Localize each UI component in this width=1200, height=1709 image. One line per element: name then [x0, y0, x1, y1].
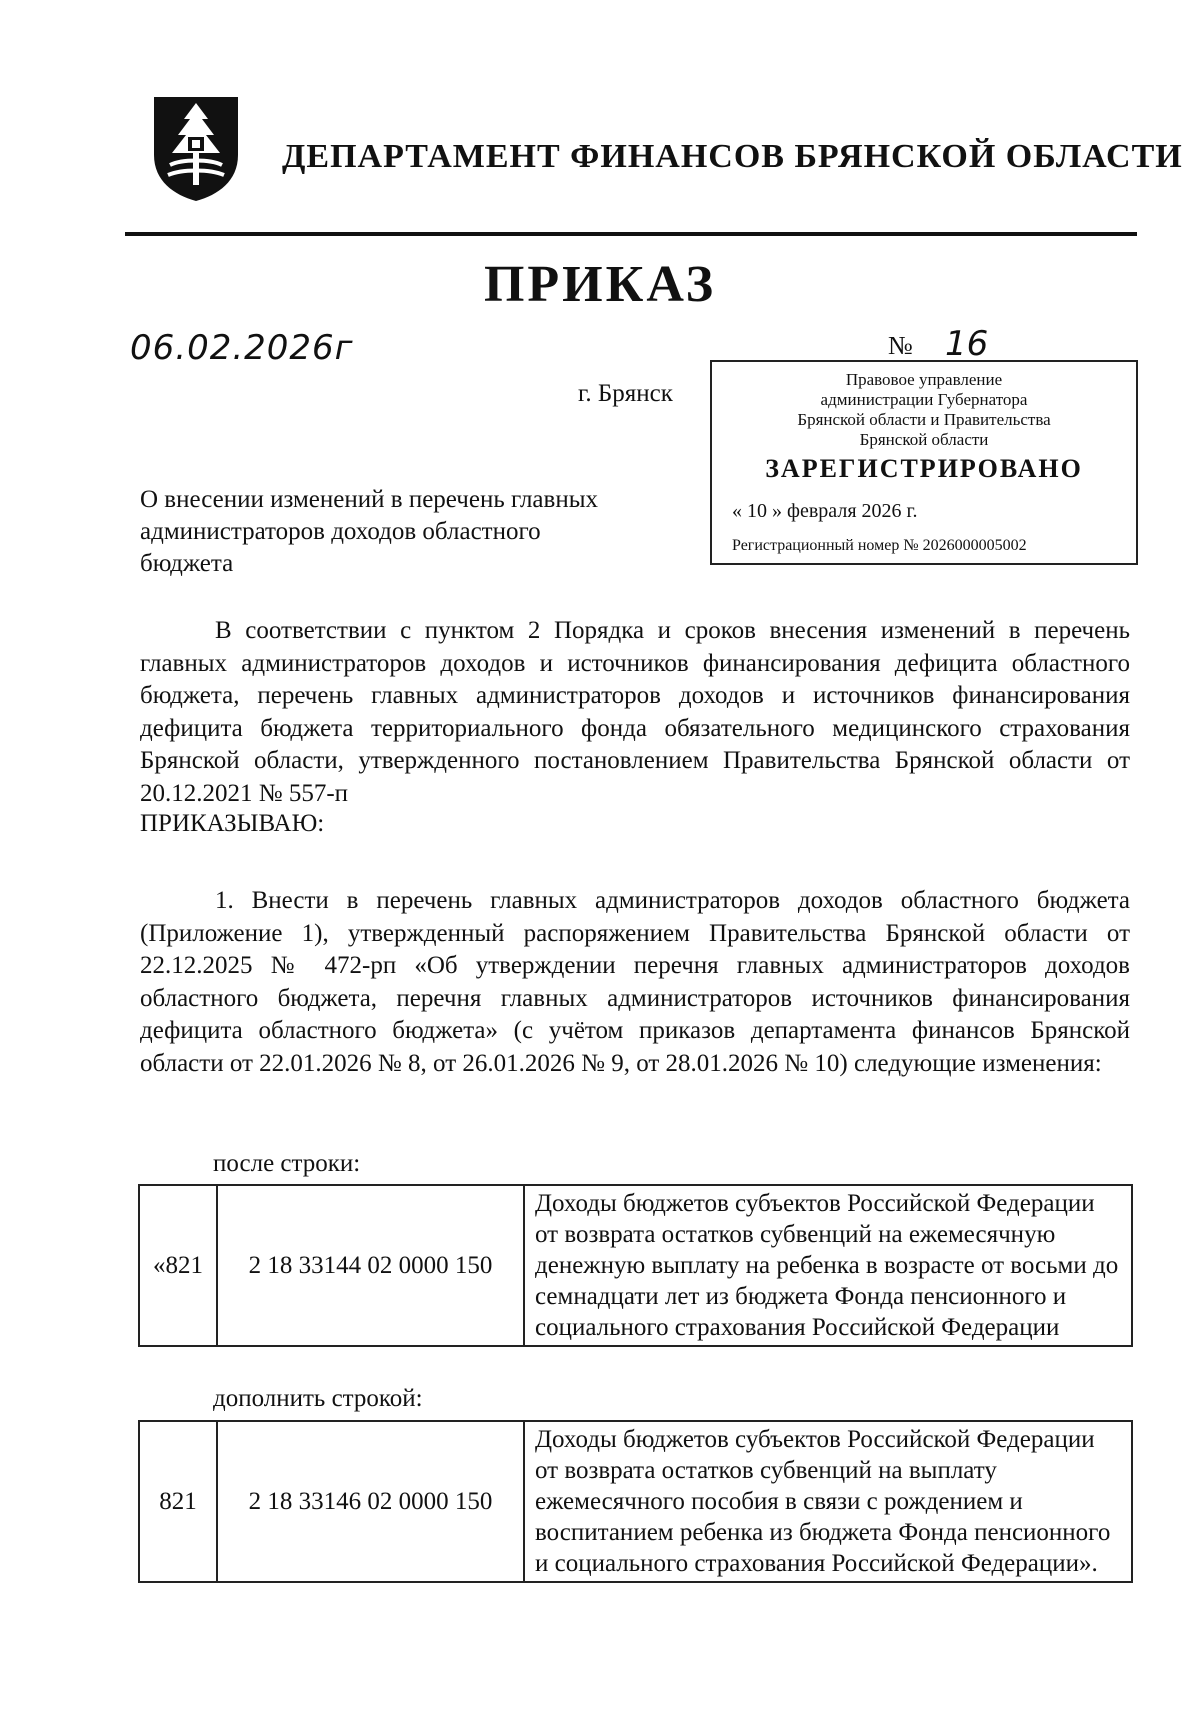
after-row-label: после строки:: [213, 1150, 361, 1177]
order-subject: О внесении изменений в перечень главных администраторов доходов областного бюджета: [140, 486, 599, 577]
kbk-code-cell: 2 18 33146 02 0000 150: [217, 1421, 524, 1582]
add-row-label: дополнить строкой:: [213, 1385, 423, 1412]
new-row-table: [138, 1420, 1133, 1583]
header-divider: [125, 232, 1137, 236]
order-word: ПРИКАЗЫВАЮ:: [140, 810, 325, 837]
stamp-line: Брянской области: [859, 430, 989, 449]
city-label: г. Брянск: [578, 380, 673, 407]
stamp-line: Брянской области и Правительства: [797, 410, 1051, 429]
department-title: ДЕПАРТАМЕНТ ФИНАНСОВ БРЯНСКОЙ ОБЛАСТИ: [282, 138, 1183, 175]
stamp-status: ЗАРЕГИСТРИРОВАНО: [765, 454, 1083, 483]
kbk-code-cell: 2 18 33144 02 0000 150: [217, 1185, 524, 1346]
admin-code-cell: 821: [139, 1421, 217, 1582]
registration-stamp: [710, 360, 1138, 565]
table-row: [139, 1421, 1132, 1582]
existing-row-table: [138, 1184, 1133, 1347]
order-date-handwritten: 06.02.2026г: [130, 328, 354, 368]
table-row: [139, 1185, 1132, 1346]
item-1-paragraph: 1. Внести в перечень главных администраторов доходов областного бюджета (Приложение 1), утвержденный распоряжением Правительства Брянской области от 22.12.2025 № 472-рп «Об утверждении перечня главных администраторов доходов областного бюджета, перечня главных администраторов источников финансирования дефицита областного бюджета» (с учётом приказов департамента финансов Брянской области от 22.01.2026 № 8, от 26.01.2026 № 9, от 28.01.2026 № 10) следующие изменения:: [140, 887, 1130, 1077]
coat-of-arms-emblem: [148, 93, 244, 203]
document-type-title: ПРИКАЗ: [483, 256, 717, 313]
stamp-date-line: « 10 » февраля 2026 г.: [732, 500, 918, 522]
description-cell: Доходы бюджетов субъектов Российской Федерации от возврата остатков субвенций на ежемесячную денежную выплату на ребенка в возрасте от восьми до семнадцати лет из бюджета Фонда пенсионного и социального страхования Российской Федерации: [524, 1185, 1132, 1346]
preamble-paragraph: В соответствии с пунктом 2 Порядка и сроков внесения изменений в перечень главных администраторов доходов и источников финансирования дефицита областного бюджета, перечень главных администраторов доходов и источников финансирования дефицита бюджета территориального фонда обязательного медицинского страхования Брянской области, утвержденного постановлением Правительства Брянской области от 20.12.2021 № 557-п: [140, 617, 1130, 807]
stamp-line: Правовое управление: [845, 370, 1003, 389]
stamp-line: администрации Губернатора: [820, 390, 1028, 409]
order-number-label: №: [888, 331, 913, 360]
order-number-handwritten: 16: [945, 324, 989, 364]
stamp-registration-number: Регистрационный номер № 2026000005002: [732, 537, 1027, 554]
admin-code-cell: «821: [139, 1185, 217, 1346]
description-cell: Доходы бюджетов субъектов Российской Федерации от возврата остатков субвенций на выплату ежемесячного пособия в связи с рождением и воспитанием ребенка из бюджета Фонда пенсионного и социального страхования Российской Федерации».: [524, 1421, 1132, 1582]
